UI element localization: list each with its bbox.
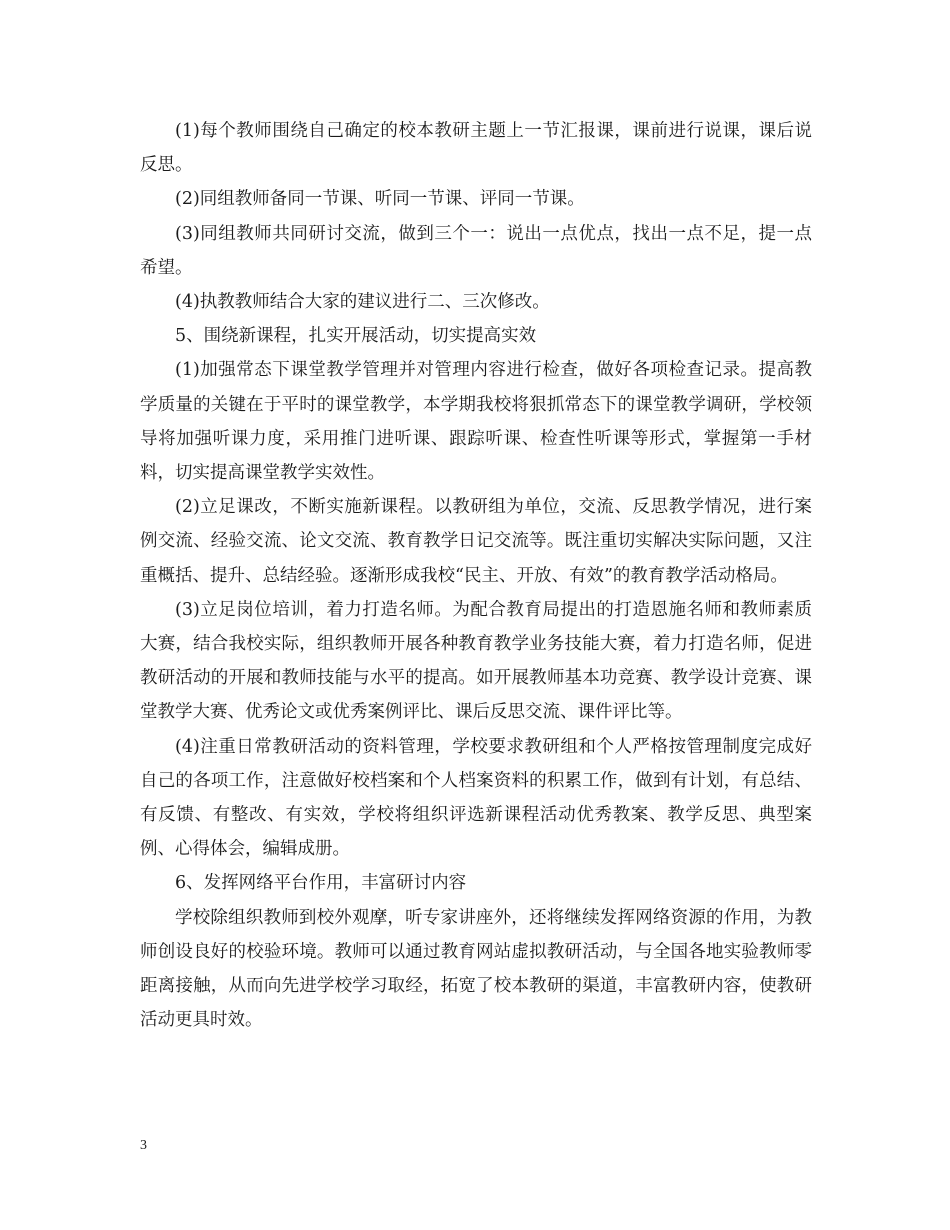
paragraph-11: 学校除组织教师到校外观摩，听专家讲座外，还将继续发挥网络资源的作用，为教师创设良好的校验环境。教师可以通过教育网站虚拟教研活动，与全国各地实验教师零距离接触，从而向先进学校学习取经，拓宽了校本教研的渠道，丰富教研内容，使教研活动更具时效。 [140, 907, 812, 1031]
paragraph-6: (1)加强常态下课堂教学管理并对管理内容进行检查，做好各项检查记录。提高教学质量的关键在于平时的课堂教学，本学期我校将狠抓常态下的课堂教学调研，学校领导将加强听课力度，采用推门进听课、跟踪听课、检查性听课等形式，掌握第一手材料，切实提高课堂教学实效性。 [140, 360, 812, 484]
paragraph-8: (3)立足岗位培训，着力打造名师。为配合教育局提出的打造恩施名师和教师素质大赛，结合我校实际，组织教师开展各种教育教学业务技能大赛，着力打造名师，促进教研活动的开展和教师技能与水平的提高。如开展教师基本功竞赛、教学设计竞赛、课堂教学大赛、优秀论文或优秀案例评比、课后反思交流、课件评比等。 [140, 599, 812, 723]
paragraph-3: (3)同组教师共同研讨交流，做到三个一：说出一点优点，找出一点不足，提一点希望。 [140, 223, 812, 278]
page-number: 3 [140, 1138, 147, 1153]
paragraph-1: (1)每个教师围绕自己确定的校本教研主题上一节汇报课，课前进行说课，课后说反思。 [140, 121, 812, 176]
section-heading-6: 6、发挥网络平台作用，丰富研讨内容 [175, 873, 467, 894]
document-body [140, 114, 812, 1037]
paragraph-4: (4)执教教师结合大家的建议进行二、三次修改。 [175, 292, 550, 313]
paragraph-9: (4)注重日常教研活动的资料管理，学校要求教研组和个人严格按管理制度完成好自己的各项工作，注意做好校档案和个人档案资料的积累工作，做到有计划，有总结、有反馈、有整改、有实效，学校将组织评选新课程活动优秀教案、教学反思、典型案例、心得体会，编辑成册。 [140, 736, 812, 860]
paragraph-7: (2)立足课改，不断实施新课程。以教研组为单位，交流、反思教学情况，进行案例交流、经验交流、论文交流、教育教学日记交流等。既注重切实解决实际问题，又注重概括、提升、总结经验。逐渐形成我校“民主、开放、有效”的教育教学活动格局。 [140, 497, 812, 586]
paragraph-2: (2)同组教师备同一节课、听同一节课、评同一节课。 [175, 189, 585, 210]
section-heading-5: 5、围绕新课程，扎实开展活动，切实提高实效 [175, 326, 537, 347]
